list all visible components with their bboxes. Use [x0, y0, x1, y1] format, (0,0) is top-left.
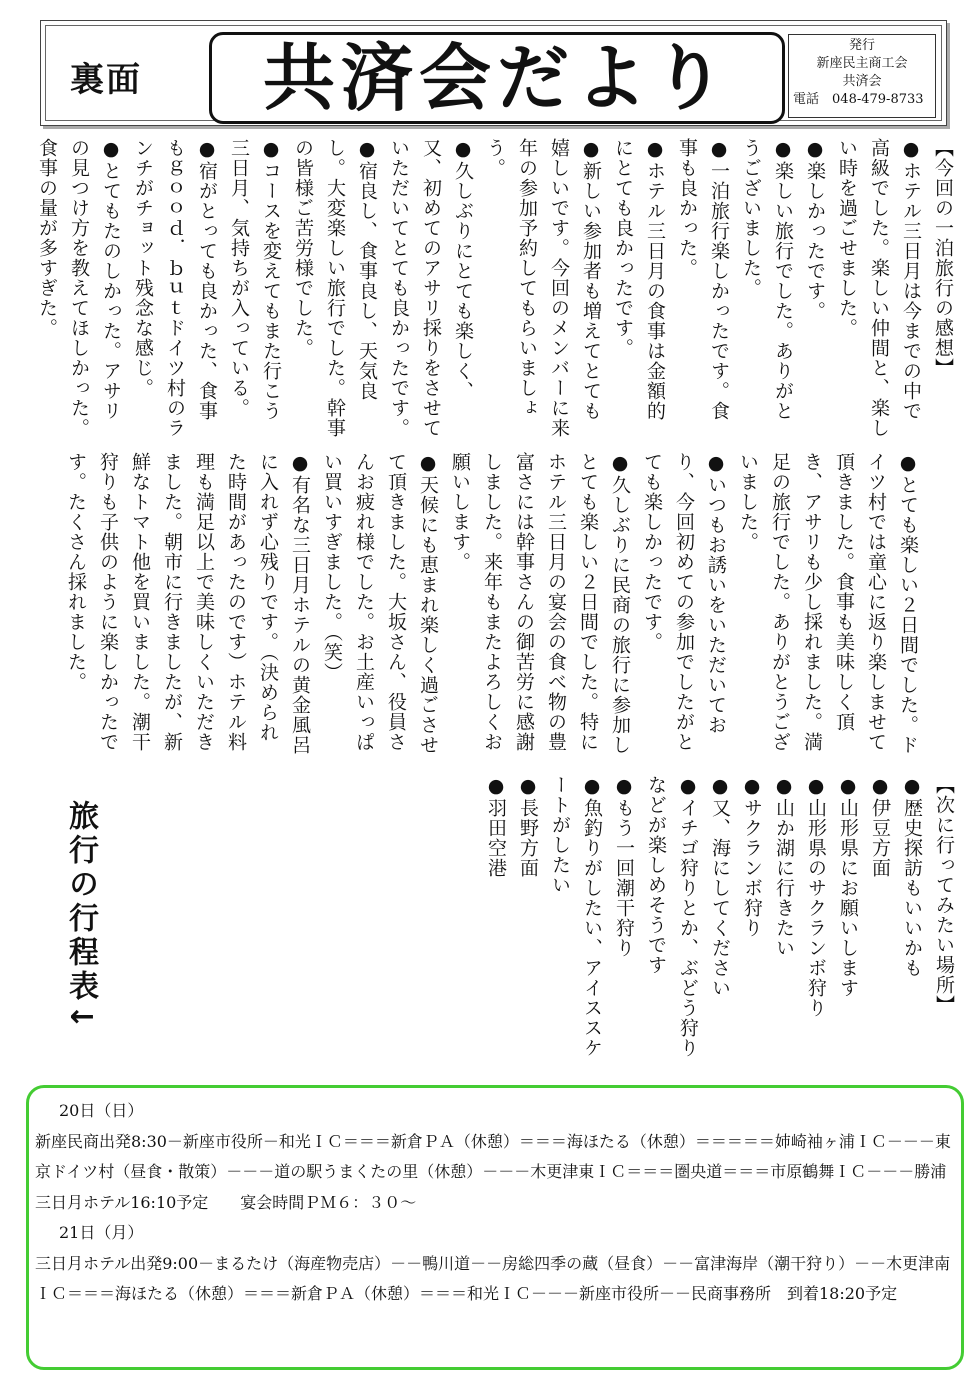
newsletter-header	[40, 20, 947, 126]
next-place-item: ●もう一回潮干狩り	[613, 775, 635, 958]
side-label: 裏面	[70, 60, 142, 100]
day2-route: 三日月ホテル出発9:00－まるたけ（海産物売店）－－鴨川道－－房総四季の蔵（昼食）－－富津海岸（潮干狩り）－－木更津南ＩＣ＝＝＝海ほたる（休憩）＝＝＝新倉ＰＡ（休憩）＝＝＝和光ＩＣ－－－新座市役所－－民商事務所 到着18:20予定	[35, 1253, 951, 1303]
impression-item: ●宿良し、食事良し、天気良し。大変楽しい旅行でした。幹事の皆様ご苦労様でした。	[292, 138, 378, 438]
next-place-item: ●長野方面	[517, 775, 539, 878]
publisher-org: 新座民主商工会	[816, 56, 908, 71]
impression-item: ●いつもお誘いをいただいており、今回初めての参加でしたがとても楽しかったです。	[641, 452, 727, 752]
impression-item: ●楽しかったです。	[804, 138, 826, 321]
next-place-item: ●羽田空港	[485, 775, 507, 878]
next-place-item: ●山形県にお願いします	[837, 775, 859, 998]
impressions-section-1	[36, 138, 959, 438]
next-place-item: ●山形県のサクランボ狩り	[805, 775, 827, 1018]
next-places-section	[150, 775, 960, 1075]
impressions-section-2	[44, 452, 924, 762]
impression-item: ●新しい参加者も増えてとても嬉しいです。今回のメンバーに来年の参加予約してもらいましょう。	[484, 138, 602, 438]
next-place-item: ●又、海にしてください	[709, 775, 731, 998]
day2-label: 21日（月）	[59, 1223, 144, 1242]
impression-item: ●宿がとっても良かった、食事もｇｏｏｄ．ｂｕｔドイツ村のランチがチョット残念な感じ。	[132, 138, 218, 438]
next-place-item: ●伊豆方面	[869, 775, 891, 878]
impression-item: ●有名な三日月ホテルの黄金風呂に入れず心残りです。（決められた時間があったのです）ホテル料理も満足以上で美味しくいただきました。朝市に行きましたが、新鮮なトマト他を買いました。潮干狩りも子供のように楽しかったです。たくさん採れました。	[65, 452, 311, 755]
phone-number: 048-479-8733	[832, 92, 924, 107]
impression-item: ●とても楽しい２日間でした。ドイツ村では童心に返り楽しませて頂きました。食事も美味しく頂き、アサリも少し採れました。満足の旅行でした。ありがとうございました。	[737, 452, 919, 755]
itinerary-label: 旅行の行程表↓	[63, 800, 98, 1034]
publisher-box	[788, 34, 936, 118]
impression-item: ●楽しい旅行でした。ありがとうございました。	[740, 138, 794, 421]
day1-route: 新座民商出発8:30－新座市役所－和光ＩＣ＝＝＝新倉ＰＡ（休憩）＝＝＝海ほたる（休憩）＝＝＝＝＝姉崎袖ヶ浦ＩＣ－－－東京ドイツ村（昼食・散策）－－－道の駅うまくたの里（休憩）－－－木更津東ＩＣ＝＝＝圏央道＝＝＝市原鶴舞ＩＣ－－－勝浦三日月ホテル16:10予定 宴会時間ＰＭ６：３０～	[35, 1131, 951, 1212]
next-place-item: ●歴史探訪もいいかも	[901, 775, 923, 978]
impression-item: ●天候にも恵まれ楽しく過ごさせて頂きました。大坂さん、役員さんお疲れ様でした。お土産いっぱい買いすぎました。（笑）	[321, 452, 439, 755]
publisher-label: 発行	[848, 38, 875, 53]
impression-item: ●とてもたのしかった。アサリの見つけ方を教えてほしかった。食事の量が多すぎた。	[36, 138, 122, 438]
day1-label: 20日（日）	[59, 1101, 144, 1120]
next-place-item: ●魚釣りがしたい、アイススケートがしたい	[549, 775, 603, 1058]
impression-item: ●ホテル三日月は今までの中で高級でした。楽しい仲間と、楽しい時を過ごせました。	[836, 138, 922, 438]
next-place-item: ●山か湖に行きたい	[773, 775, 795, 958]
publisher-phone	[789, 91, 935, 109]
next-places-heading: 【次に行ってみたい場所】	[933, 775, 955, 1015]
publisher-dept: 共済会	[842, 74, 882, 89]
impression-item: ●一泊旅行楽しかったです。食事も良かった。	[676, 138, 730, 421]
impression-item: ●久しぶりに民商の旅行に参加しとても楽しい２日間でした。特にホテル三日月の宴会の食べ物の豊富さには幹事さんの御苦労に感謝しました。来年もまたよろしくお願いします。	[449, 452, 631, 755]
impression-item: ●コースを変えてもまた行こう三日月、気持ちが入っている。	[228, 138, 282, 421]
phone-label: 電話	[793, 92, 820, 107]
impressions-heading: 【今回の一泊旅行の感想】	[932, 138, 954, 378]
impression-item: ●久しぶりにとても楽しく、又、初めてのアサリ採りをさせていただいてとても良かったです。	[388, 138, 474, 438]
itinerary-box	[26, 1085, 964, 1370]
next-place-item: ●イチゴ狩りとか、ぶどう狩りなどが楽しめそうです	[645, 775, 699, 1058]
header-inner-frame	[45, 25, 942, 121]
next-place-item: ●サクランボ狩り	[741, 775, 763, 938]
title-box	[209, 32, 785, 124]
newsletter-title: 共済会だより	[262, 36, 731, 120]
impression-item: ●ホテル三日月の食事は金額的にとても良かったです。	[612, 138, 666, 421]
